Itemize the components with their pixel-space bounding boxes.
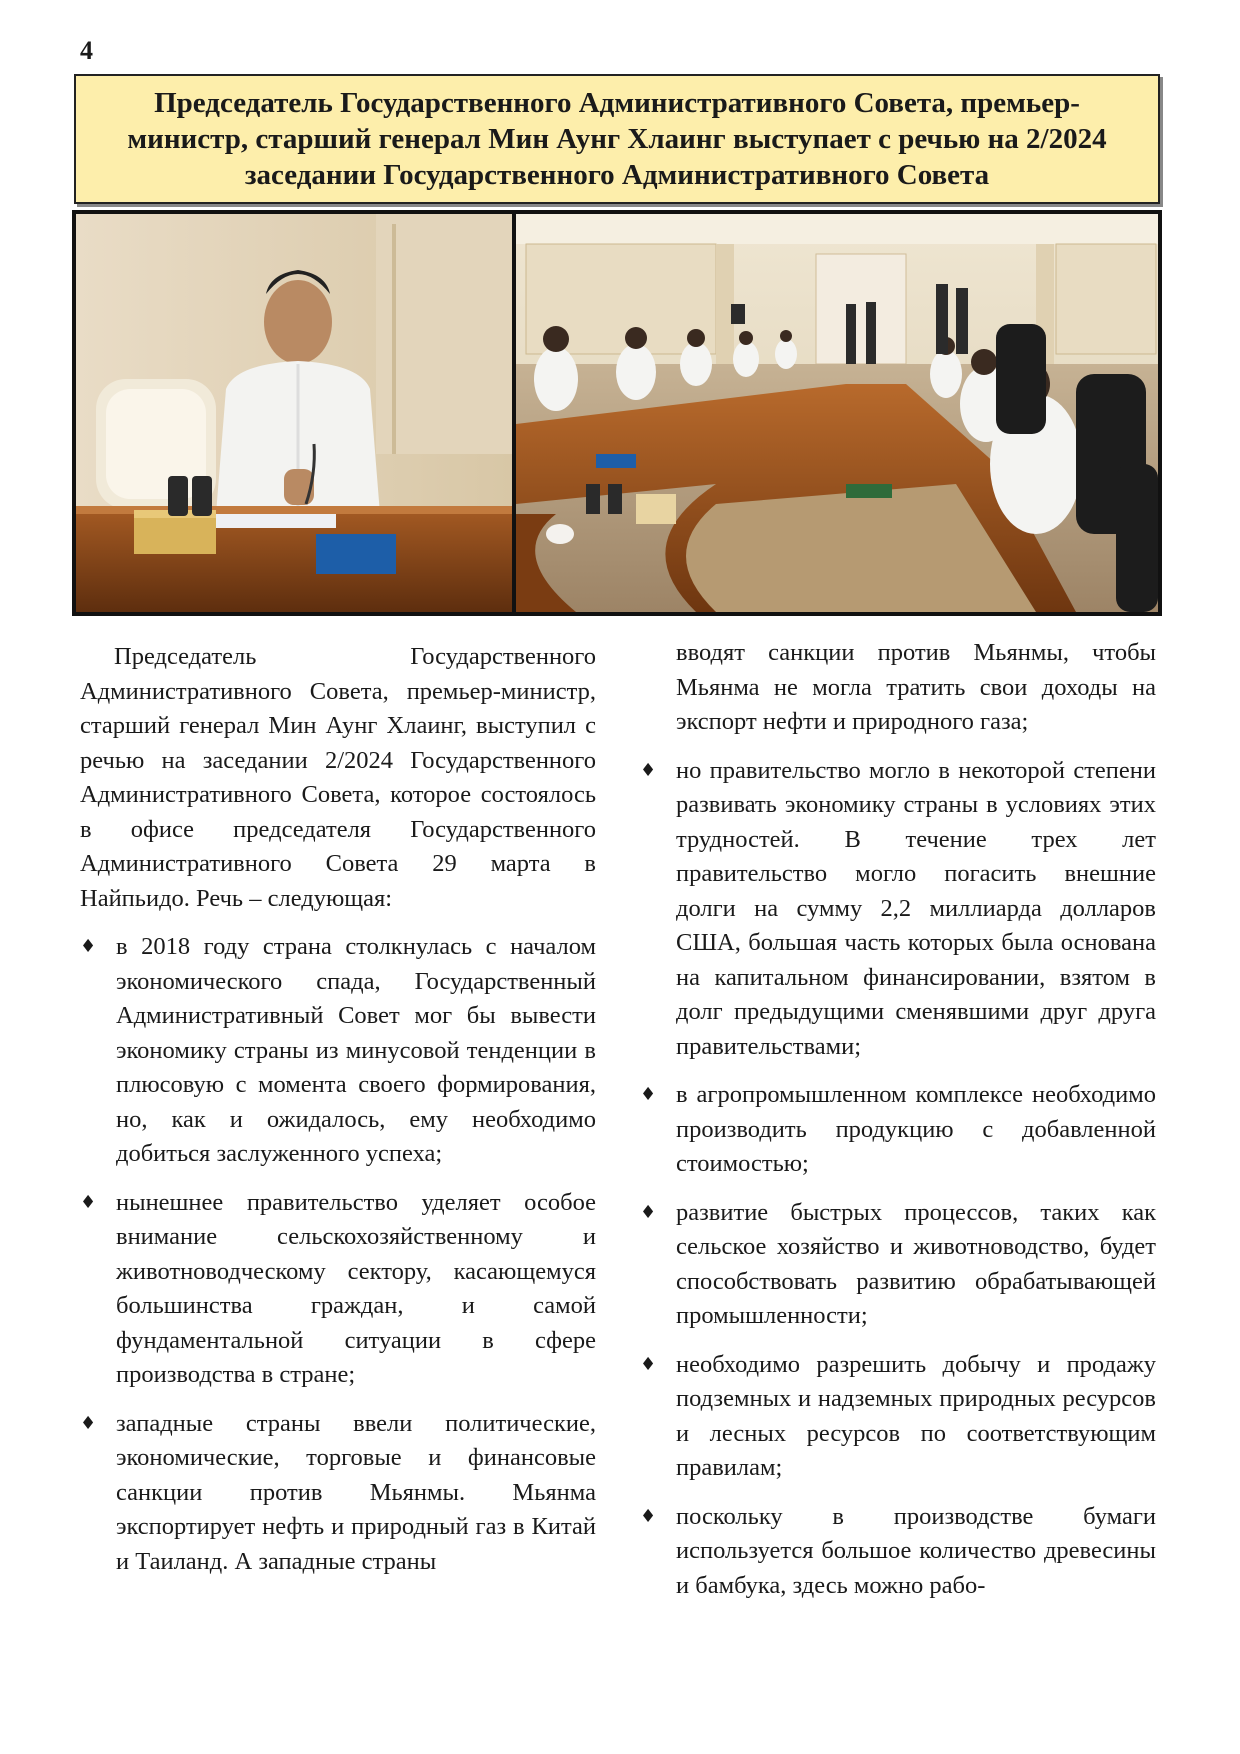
list-item: ♦ но правительство могло в некоторой степени развивать экономику страны в условиях этих трудностей. В течение трех лет правительство могло погасить внешние долги на сумму 2,2 миллиарда долларов США, большая часть которых была основана на капитальном финансировании, взятом в долг предыдущими сменявшими друг друга правительствами; bbox=[640, 754, 1156, 1065]
list-item: ♦ поскольку в производстве бумаги используется большое количество древесины и бамбука, здесь можно рабо- bbox=[640, 1500, 1156, 1604]
diamond-bullet-icon: ♦ bbox=[640, 1201, 657, 1223]
diamond-bullet-icon: ♦ bbox=[640, 1505, 657, 1527]
photo-strip bbox=[72, 210, 1162, 616]
bullet-list-right bbox=[640, 754, 1156, 1604]
list-item: ♦ западные страны ввели политические, экономические, торговые и финансовые санкции против Мьянмы. Мьянма экспортирует нефть и природный газ в Китай и Таиланд. А западные страны bbox=[80, 1407, 596, 1580]
diamond-bullet-icon: ♦ bbox=[80, 1412, 97, 1434]
bullet-list-left bbox=[80, 930, 596, 1579]
list-item: ♦ необходимо разрешить добычу и продажу подземных и надземных природных ресурсов и лесных ресурсов по соответствующим правилам; bbox=[640, 1348, 1156, 1486]
bullet-continuation: вводят санкции против Мьянмы, чтобы Мьянма не могла тратить свои доходы на экспорт нефти и природного газа; bbox=[676, 639, 1156, 735]
article-intro: Председатель Государственного Административного Совета, премьер-министр, старший генерал Мин Аунг Хлаинг, выступил с речью на заседании 2/2024 Государственного Административного Совета, которое состоялось в офисе председателя Государственного Административного Совета 29 марта в Найпьидо. Речь – следующая: bbox=[80, 643, 596, 912]
list-item: ♦ в агропромышленном комплексе необходимо производить продукцию с добавленной стоимостью; bbox=[640, 1078, 1156, 1182]
list-item: ♦ в 2018 году страна столкнулась с началом экономического спада, Государственный Административный Совет мог бы вывести экономику страны из минусовой тенденции в плюсовую с момента своего формирования, но, как и ожидалось, ему необходимо добиться заслуженного успеха; bbox=[80, 930, 596, 1172]
headline-box bbox=[74, 74, 1160, 204]
diamond-bullet-icon: ♦ bbox=[80, 936, 97, 957]
headline: Председатель Государственного Административного Совета, премьер-министр, старший генерал Мин Аунг Хлаинг выступает с речью на 2/2024 заседании Государственного Административного Совета bbox=[127, 87, 1107, 191]
article-column-left bbox=[80, 640, 596, 1579]
list-item: ♦ нынешнее правительство уделяет особое внимание сельскохозяйственному и животноводческому сектору, касающемуся большинства граждан, и самой фундаментальной ситуации в сфере производства в стране; bbox=[80, 1186, 596, 1393]
diamond-bullet-icon: ♦ bbox=[640, 1084, 657, 1105]
list-item: ♦ развитие быстрых процессов, таких как сельское хозяйство и животноводство, будет способствовать развитию обрабатывающей промышленности; bbox=[640, 1196, 1156, 1334]
photo-meeting-room bbox=[516, 214, 1158, 612]
page-number: 4 bbox=[80, 36, 93, 65]
photo-speaker bbox=[76, 214, 512, 612]
diamond-bullet-icon: ♦ bbox=[640, 1353, 657, 1375]
article-column-right bbox=[640, 636, 1156, 1603]
diamond-bullet-icon: ♦ bbox=[80, 1191, 97, 1213]
diamond-bullet-icon: ♦ bbox=[640, 759, 657, 781]
